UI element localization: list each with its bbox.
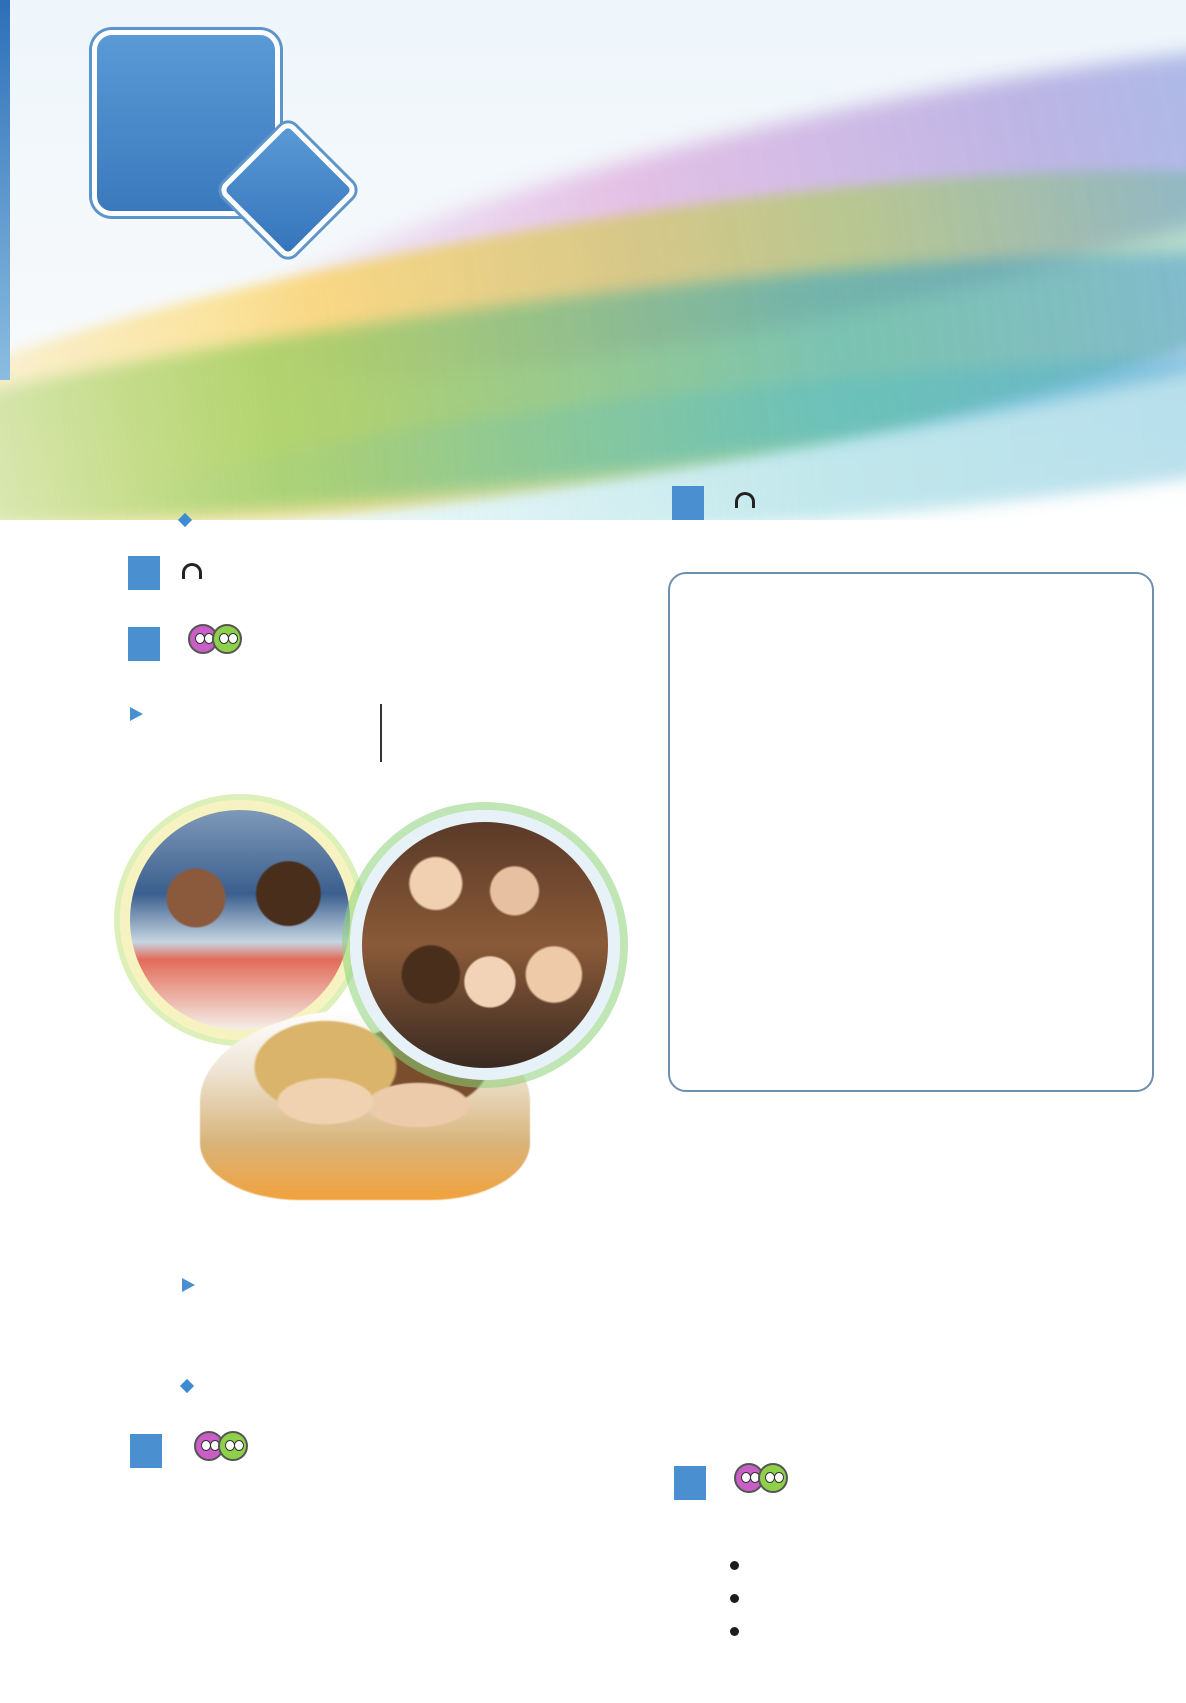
pair-item [730, 1551, 753, 1582]
left-edge-bar [0, 0, 10, 380]
arrow-icon [182, 1278, 195, 1292]
exercise-2b [182, 1270, 205, 1301]
pairwork-icon [188, 624, 242, 663]
arrow-icon [130, 707, 143, 721]
pairwork-icon [734, 1463, 788, 1502]
exercise-2-instruction-line1 [180, 627, 250, 666]
exercise-1-instruction [182, 557, 212, 588]
bullet [730, 1561, 739, 1570]
example-line [158, 732, 171, 763]
exercise-5-instruction-line1 [726, 1466, 796, 1505]
headphones-icon [735, 492, 755, 508]
exercise-number-2 [128, 627, 160, 661]
bullet [730, 1594, 739, 1603]
photo-ann-bob [120, 800, 360, 1040]
exercise-number-5 [674, 1466, 706, 1500]
exercise-number-3 [130, 1434, 162, 1468]
example-line [412, 697, 425, 728]
pair-item [730, 1617, 753, 1648]
diamond-icon [178, 512, 192, 526]
exercise-number-1 [128, 556, 160, 590]
pairwork-icon [194, 1431, 248, 1470]
exercise-3-instruction-line1 [186, 1434, 256, 1473]
photo-label-group-arc [350, 810, 650, 1110]
bullet [730, 1627, 739, 1636]
example-line [412, 730, 425, 761]
exercise-4-instruction-line1 [722, 486, 765, 517]
diamond-icon [180, 1378, 194, 1392]
subsection-introducing [182, 1374, 208, 1400]
headphones-icon [182, 563, 202, 579]
example-line [130, 699, 166, 730]
dialogue-box [668, 572, 1154, 1092]
subsection-numbers [180, 508, 206, 534]
exercise-number-4 [672, 486, 704, 520]
pair-item [730, 1584, 753, 1615]
example-divider [380, 704, 382, 762]
